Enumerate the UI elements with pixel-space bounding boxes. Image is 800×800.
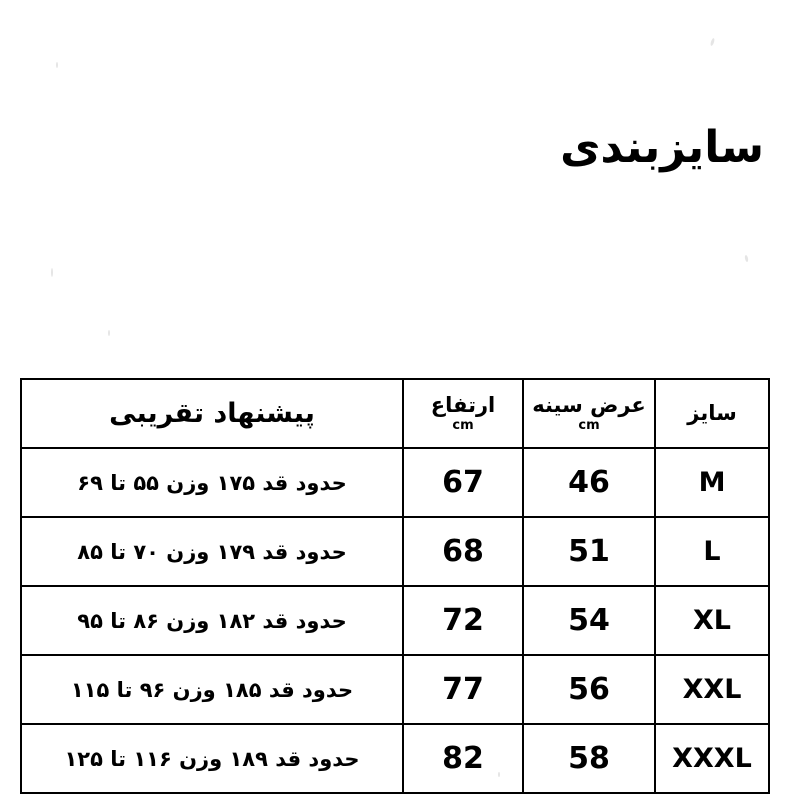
table-row [21,448,769,517]
column-header-height-unit: cm [452,417,474,433]
column-header-chest-label: عرض سینه [532,393,646,418]
cell-height: 82 [403,724,523,793]
paper-speckle [710,38,715,47]
cell-chest: 51 [523,517,655,586]
cell-recommendation: حدود قد ۱۸۵ وزن ۹۶ تا ۱۱۵ [21,655,403,724]
column-header-size: سایز [655,379,769,448]
size-table-container [30,378,770,794]
cell-size: XXL [655,655,769,724]
cell-height: 68 [403,517,523,586]
table-row [21,586,769,655]
column-header-recommendation: پیشنهاد تقریبی [21,379,403,448]
cell-chest: 46 [523,448,655,517]
cell-chest: 56 [523,655,655,724]
size-table [20,378,770,794]
size-table-header [21,379,769,448]
cell-size: L [655,517,769,586]
table-row [21,655,769,724]
column-header-height-label: ارتفاع [430,393,496,418]
cell-recommendation: حدود قد ۱۸۲ وزن ۸۶ تا ۹۵ [21,586,403,655]
column-header-chest-unit: cm [578,417,600,433]
column-header-height [403,379,523,448]
cell-recommendation: حدود قد ۱۷۹ وزن ۷۰ تا ۸۵ [21,517,403,586]
paper-speckle [108,330,110,336]
cell-recommendation: حدود قد ۱۸۹ وزن ۱۱۶ تا ۱۲۵ [21,724,403,793]
size-table-body [21,448,769,793]
cell-chest: 58 [523,724,655,793]
paper-speckle [51,268,53,277]
cell-size: XL [655,586,769,655]
page-title: سایزبندی [560,122,764,173]
cell-recommendation: حدود قد ۱۷۵ وزن ۵۵ تا ۶۹ [21,448,403,517]
table-row [21,724,769,793]
cell-size: XXXL [655,724,769,793]
column-header-chest [523,379,655,448]
cell-height: 77 [403,655,523,724]
cell-chest: 54 [523,586,655,655]
paper-speckle [744,255,748,262]
paper-speckle [56,62,58,68]
table-header-row [21,379,769,448]
cell-size: M [655,448,769,517]
cell-height: 72 [403,586,523,655]
cell-height: 67 [403,448,523,517]
table-row [21,517,769,586]
